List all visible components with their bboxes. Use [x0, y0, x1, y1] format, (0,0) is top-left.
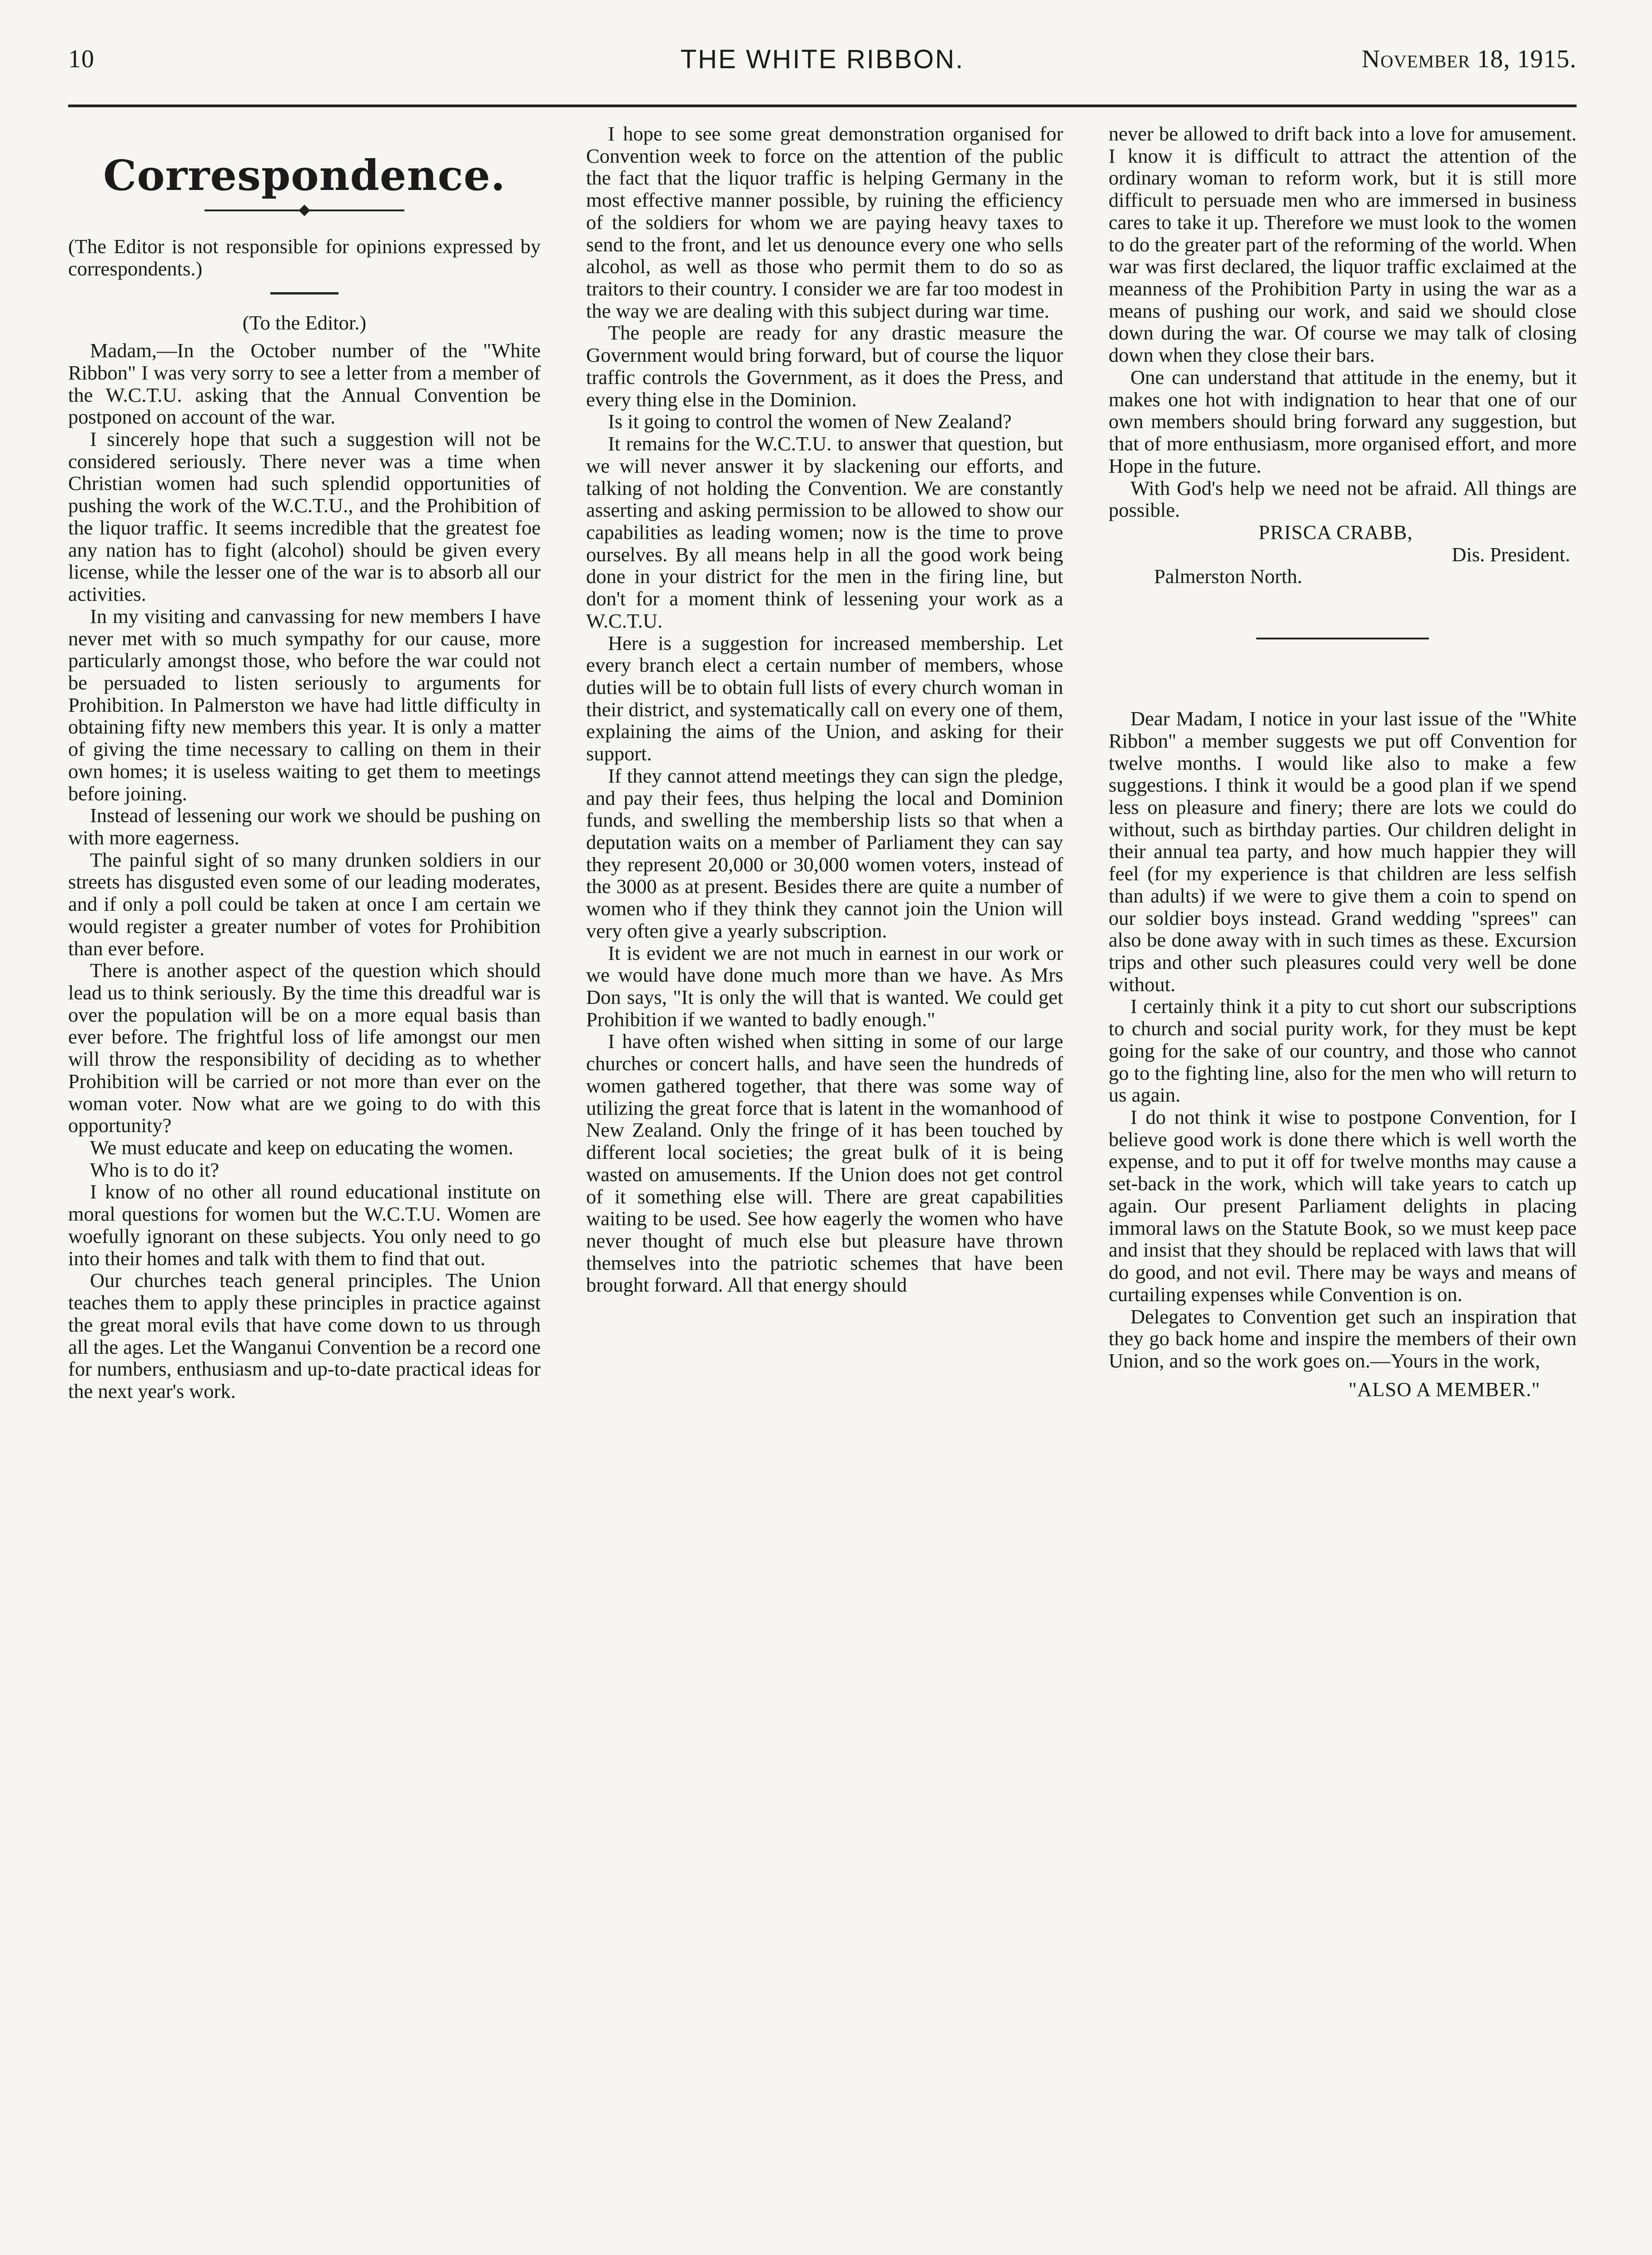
- paragraph: Dear Madam, I notice in your last issue of the "White Ribbon" a member suggests we put off Convention for twelve months. I would like also to make a few suggestions. I think it would be a good plan if we spend less on pleasure and finery; there are lots we could do without, such as birthday parties. Our children delight in their annual tea party, and how much happier they will feel (for my experience is that children are less selfish than adults) if we were to give them a coin to spend on our soldier boys instead. Grand wedding "sprees" can also be done away with in such times as these. Excursion trips and other such pleasures could very well be done without.: [1109, 707, 1577, 996]
- column-3: [1109, 123, 1577, 2222]
- letter-salutation: (To the Editor.): [242, 311, 367, 334]
- paragraph: Instead of lessening our work we should be pushing on with more eagerness.: [68, 804, 541, 849]
- paragraph: With God's help we need not be afraid. All things are possible.: [1109, 476, 1577, 522]
- issue-date: November 18, 1915.: [1361, 45, 1577, 73]
- signature-place: Palmerston North.: [1154, 565, 1303, 588]
- paragraph: It remains for the W.C.T.U. to answer that question, but we will never answer it by slackening our efforts, and talking of not holding the Convention. We are constantly asserting and asking permission to be allowed to show our capabilities as leading women; now is the time to prove ourselves. By all means help in all the good work being done in your district for the men in the firing line, but don't for a moment think of lessening your work as a W.C.T.U.: [586, 432, 1063, 632]
- paragraph: I certainly think it a pity to cut short our subscriptions to church and social purity work, for they must be kept going for the sake of our country, and those who cannot go to the fighting line, also for the men who will return to us again.: [1109, 995, 1577, 1107]
- publication-title: THE WHITE RIBBON.: [680, 45, 965, 74]
- paragraph: I have often wished when sitting in some of our large churches or concert halls, and have seen the hundreds of women gathered together, that there was some way of utilizing the great force that is latent in the womanhood of New Zealand. Only the fringe of it has been touched by different local societies; the great bulk of it is being wasted on amusements. If the Union does not get control of it something else will. There are great capabilities waiting to be used. See how eagerly the women who have never thought of much else but pleasure have thrown themselves into the patriotic schemes that have been brought forward. All that energy should: [586, 1030, 1063, 1297]
- paragraph: It is evident we are not much in earnest in our work or we would have done much more than we have. As Mrs Don says, "It is only the will that is wanted. We could get Prohibition if we wanted to badly enough.": [586, 941, 1063, 1031]
- signature-member: "ALSO A MEMBER.": [1348, 1377, 1540, 1401]
- paragraph: Who is to do it?: [90, 1158, 219, 1181]
- column-2: [586, 123, 1063, 2222]
- newspaper-page: [68, 32, 1577, 2231]
- paragraph: Our churches teach general principles. The Union teaches them to apply these principles in practice against the great moral evils that have come down to us through all the ages. Let the Wanganui Convention be a record one for numbers, enthusiasm and up-to-date practical ideas for the next year's work.: [68, 1269, 541, 1402]
- editor-note: (The Editor is not responsible for opinions expressed by correspondents.): [68, 235, 541, 280]
- paragraph: The painful sight of so many drunken soldiers in our streets has disgusted even some of our leading moderates, and if only a poll could be taken at once I am certain we would register a greater number of votes for Prohibition than ever before.: [68, 848, 541, 960]
- divider-rule: [270, 292, 338, 294]
- paragraph: The people are ready for any drastic measure the Government would bring forward, but of course the liquor traffic controls the Government, as it does the Press, and every thing else in the Dominion.: [586, 321, 1063, 411]
- paragraph: Is it going to control the women of New Zealand?: [608, 410, 1012, 433]
- article-columns: [68, 123, 1577, 2222]
- paragraph: In my visiting and canvassing for new members I have never met with so much sympathy for our cause, more particularly amongst those, who before the war could not be persuaded to listen seriously to arguments for Prohibition. In Palmerston we have had little difficulty in obtaining fifty new members this year. It is only a matter of giving the time necessary to calling on them in their own homes; it is useless waiting to get them to meetings before joining.: [68, 604, 541, 805]
- section-title: Correspondence.: [103, 151, 506, 200]
- paragraph: Here is a suggestion for increased membership. Let every branch elect a certain number of members, whose duties will be to obtain full lists of every church woman in their district, and systematically call on every one of them, explaining the aims of the Union, and asking for their support.: [586, 631, 1063, 765]
- paragraph: If they cannot attend meetings they can sign the pledge, and pay their fees, thus helping the local and Dominion funds, and swelling the membership lists so that when a deputation waits on a member of Parliament they can say they represent 20,000 or 30,000 women voters, instead of the 3000 as at present. Besides there are quite a number of women who if they think they cannot join the Union will very often give a yearly subscription.: [586, 764, 1063, 942]
- column-1: [68, 123, 541, 2222]
- header-rule: [68, 105, 1577, 107]
- title-ornament: [204, 204, 404, 217]
- paragraph: never be allowed to drift back into a love for amusement. I know it is difficult to attract the attention of the ordinary woman to reform work, but it is still more difficult to persuade men who are immersed in business cares to take it up. Therefore we must look to the women to do the greater part of the reforming of the world. When war was first declared, the liquor traffic exclaimed at the meanness of the Prohibition Party in using the war as a means of pushing our work, and said we should close down during the war. Of course we may talk of closing down when they close their bars.: [1109, 122, 1577, 367]
- paragraph: Madam,—In the October number of the "White Ribbon" I was very sorry to see a letter from a member of the W.C.T.U. asking that the Annual Convention be postponed on account of the war.: [68, 339, 541, 429]
- page-header: [68, 32, 1577, 100]
- paragraph: I hope to see some great demonstration organised for Convention week to force on the attention of the public the fact that the liquor traffic is helping Germany in the most effective manner possible, by ruining the efficiency of the soldiers for whom we are paying heavy taxes to send to the front, and let us denounce every one who sells alcohol, as well as those who permit them to do so as traitors to their country. I consider we are far too modest in the way we are dealing with this subject during war time.: [586, 122, 1063, 322]
- signature-name: PRISCA CRABB,: [1259, 520, 1413, 544]
- page-number: 10: [68, 45, 95, 73]
- letter-divider: [1256, 638, 1429, 639]
- paragraph: Delegates to Convention get such an inspiration that they go back home and inspire the members of their own Union, and so the work goes on.—Yours in the work,: [1109, 1305, 1577, 1372]
- paragraph: There is another aspect of the question which should lead us to think seriously. By the time this dreadful war is over the population will be on a more equal basis than ever before. The frightful loss of life amongst our men will throw the responsibility of deciding as to whether Prohibition will be carried or not more than ever on the woman voter. Now what are we going to do with this opportunity?: [68, 959, 541, 1137]
- paragraph: One can understand that attitude in the enemy, but it makes one hot with indignation to hear that one of our own members should bring forward any suggestion, but that of more enthusiasm, more organised effort, and more Hope in the future.: [1109, 365, 1577, 477]
- paragraph: I sincerely hope that such a suggestion will not be considered seriously. There never was a time when Christian women had such splendid opportunities of pushing the work of the W.C.T.U., and the Prohibition of the liquor traffic. It seems incredible that the greatest foe any nation has to fight (alcohol) should be given every license, while the lesser one of the war is to absorb all our activities.: [68, 428, 541, 606]
- signature-title: Dis. President.: [1452, 543, 1570, 566]
- paragraph: I do not think it wise to postpone Convention, for I believe good work is done there which is well worth the expense, and to put it off for twelve months may cause a set-back in the work, which will take years to catch up again. Our present Parliament delights in placing immoral laws on the Statute Book, so we must keep pace and insist that they should be replaced with laws that will do good, and not evil. There may be ways and means of curtailing expenses while Convention is on.: [1109, 1106, 1577, 1306]
- paragraph: We must educate and keep on educating the women.: [90, 1136, 513, 1159]
- paragraph: I know of no other all round educational institute on moral questions for women but the W.C.T.U. Women are woefully ignorant on these subjects. You only need to go into their homes and talk with them to find that out.: [68, 1180, 541, 1270]
